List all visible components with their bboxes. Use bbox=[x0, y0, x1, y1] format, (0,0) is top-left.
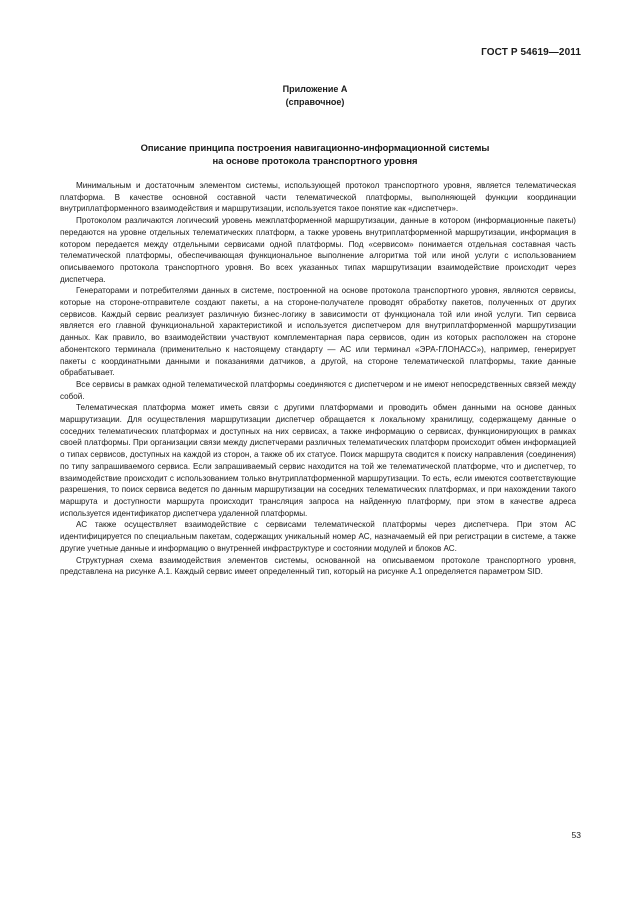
section-title-line-1: Описание принципа построения навигационно-информационной системы bbox=[140, 142, 490, 153]
paragraph: АС также осуществляет взаимодействие с сервисами телематической платформы через диспетчера. При этом АС идентифицируется по специальным пакетам, содержащих уникальный номер АС, назначаемый ей при регистрации в системе, а также другие учетные данные и информацию о внутренней инфраструктуре и состоянии модулей и блоков АС. bbox=[60, 520, 576, 553]
section-title-line-2: на основе протокола транспортного уровня bbox=[212, 155, 418, 166]
paragraph: Структурная схема взаимодействия элементов системы, основанной на описываемом протоколе транспортного уровня, представлена на рисунке А.1. Каждый сервис имеет определенный тип, который на рисунке А.1 определяется параметром SID. bbox=[60, 555, 576, 577]
page-number: 53 bbox=[571, 830, 581, 840]
appendix-type: (справочное) bbox=[285, 97, 345, 107]
paragraph: Генераторами и потребителями данных в системе, построенной на основе протокола транспортного уровня, являются сервисы, которые на стороне-отправителе создают пакеты, а на стороне-получателе проводят обработку пакетов, полученных от других сервисов. Каждый сервис реализует различную бизнес-логику в зависимости от функционала той или иной услуги. Тип сервиса является его главной функциональной характеристикой и используется диспетчером для внутриплатформенной маршрутизации данных. Как правило, во взаимодействии участвуют комплементарная пара сервисов, один из которых расположен на стороне абонентского терминала (применительно к настоящему стандарту — АС или терминал «ЭРА-ГЛОНАСС»), например, генерирует пакеты с координатными данными и показаниями датчиков, а другой, на стороне телематической платформы, такие данные обрабатывает. bbox=[60, 286, 576, 378]
appendix-label: Приложение А bbox=[282, 84, 348, 94]
paragraph: Протоколом различаются логический уровень межплатформенной маршрутизации, данные в котором (информационные пакеты) передаются на уровне отдельных телематических платформ, а также уровень внутриплатформенной маршрутизации, информация в котором передается между отдельными сервисами одной платформы. Под «сервисом» понимается отдельная составная часть телематической платформы, обеспечивающая функциональное выполнение алгоритма той или иной услуги с использованием описываемого протокола транспортного уровня. Во всех указанных типах маршрутизации взаимодействие происходит через диспетчера. bbox=[60, 216, 576, 284]
document-code: ГОСТ Р 54619—2011 bbox=[481, 47, 581, 58]
paragraph: Минимальным и достаточным элементом системы, использующей протокол транспортного уровня, является телематическая платформа. В качестве основной составной части телематической платформы, выполняющей функции координации внутриплатформенного взаимодействия и маршрутизации, используется такое понятие как «диспетчер». bbox=[60, 181, 576, 214]
paragraph: Телематическая платформа может иметь связи с другими платформами и проводить обмен данными на основе данных маршрутизации. Для осуществления маршрутизации диспетчер обращается к локальному хранилищу, содержащему данные о соседних телематических платформах и доступных на них сервисах, а также информацию о сервисах, функционирующих в рамках своей платформы. При организации связи между диспетчерами различных телематических платформ происходит обмен информацией о типах сервисов, доступных на каждой из сторон, а также об их статусе. Поиск маршрута сводится к поиску направления (соединения) по типу запрашиваемого сервиса. Если запрашиваемый сервис находится на той же телематической платформе, что и диспетчер, то взаимодействие происходит с использованием только внутриплатформенной маршрутизации. То есть, если имеются соответствующие разрешения, то поиск сервиса ведется по данным маршрутизации на соседних телематических платформах, и при нахождении такого маршрута и доступности маршрута происходит трансляция запроса на найденную платформу, при этом в качестве адреса используется идентификатор диспетчера удаленной платформы. bbox=[60, 403, 576, 518]
paragraph: Все сервисы в рамках одной телематической платформы соединяются с диспетчером и не имеют непосредственных связей между собой. bbox=[60, 379, 576, 401]
section-title bbox=[60, 141, 570, 167]
appendix-heading bbox=[0, 83, 630, 109]
body-text bbox=[60, 180, 576, 578]
